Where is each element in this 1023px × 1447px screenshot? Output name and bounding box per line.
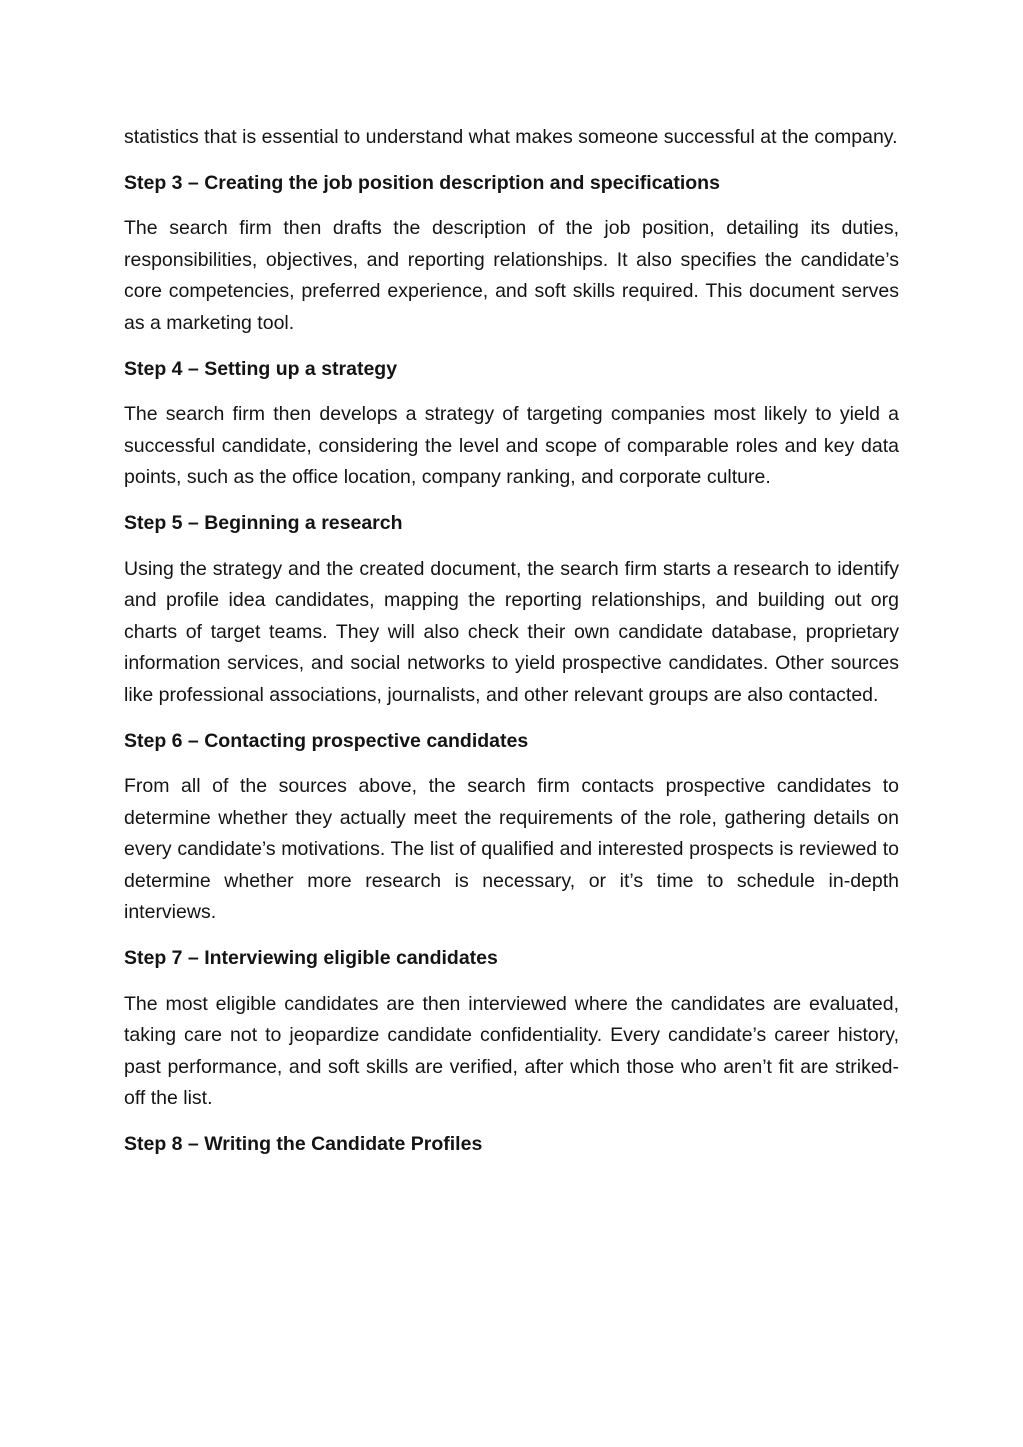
document-page — [124, 122, 899, 1175]
heading-step-3: Step 3 – Creating the job position description and specifications — [124, 171, 720, 194]
paragraph-step-6: From all of the sources above, the search firm contacts prospective candidates to determine whether they actually meet the requirements of the role, gathering details on every candidate’s motivations. The list of qualified and interested prospects is reviewed to determine whether more research is necessary, or it’s time to schedule in-depth interviews. — [124, 775, 899, 924]
heading-step-8: Step 8 – Writing the Candidate Profiles — [124, 1133, 483, 1156]
paragraph-step-3: The search firm then drafts the description of the job position, detailing its duties, responsibilities, objectives, and reporting relationships. It also specifies the candidate’s core competencies, preferred experience, and soft skills required. This document serves as a marketing tool. — [124, 217, 899, 334]
heading-step-7: Step 7 – Interviewing eligible candidates — [124, 947, 498, 970]
paragraph-step-7: The most eligible candidates are then interviewed where the candidates are evaluated, taking care not to jeopardize candidate confidentiality. Every candidate’s career history, past performance, and soft skills are verified, after which those who aren’t fit are striked-off the list. — [124, 992, 899, 1110]
paragraph-intro-continuation: statistics that is essential to understand what makes someone successful at the company. — [124, 126, 898, 148]
paragraph-step-5: Using the strategy and the created document, the search firm starts a research to identify and profile idea candidates, mapping the reporting relationships, and building out org charts of target teams. They will also check their own candidate database, proprietary information services, and social networks to yield prospective candidates. Other sources like professional associations, journalists, and other relevant groups are also contacted. — [124, 557, 899, 706]
heading-step-4: Step 4 – Setting up a strategy — [124, 357, 398, 380]
heading-step-6: Step 6 – Contacting prospective candidates — [124, 729, 529, 752]
paragraph-step-4: The search firm then develops a strategy of targeting companies most likely to yield a successful candidate, considering the level and scope of comparable roles and key data points, such as the office location, company ranking, and corporate culture. — [124, 403, 899, 489]
heading-step-5: Step 5 – Beginning a research — [124, 511, 403, 534]
